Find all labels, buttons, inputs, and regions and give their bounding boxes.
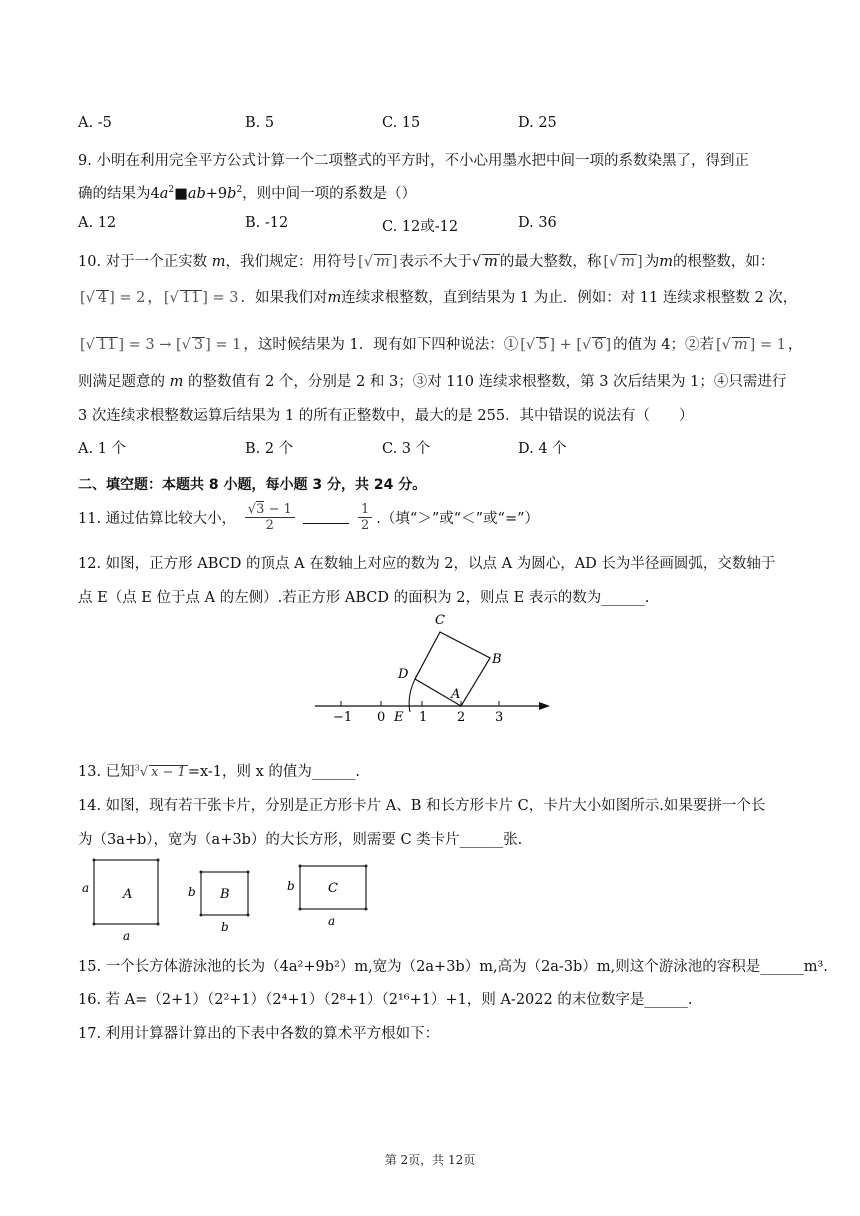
q10-text: 10. 对于一个正实数: [78, 254, 208, 270]
card-c-side: b: [287, 879, 295, 893]
q10-line3: [√ 11 ] = 3 → [√ 3 ] = 1 ，这时候结果为 1．现有如下四种说法：① [√ 5 ] + [√ 6 ] 的值为 4；②若 [√ m ] = 1 ，: [80, 337, 803, 353]
q10-line1: 10. 对于一个正实数 m，我们规定：用符号 [√ m ] 表示不大于√ m 的最大整数，称 [√ m ] 为m的根整数，如：: [78, 254, 775, 270]
q10-option-d: D. 4 个: [518, 441, 567, 457]
q10-text: 则满足题意的: [78, 374, 165, 390]
fraction-one-half: $\frac{1}{2}$: [358, 502, 372, 533]
q10-line4: 则满足题意的 m 的整数值有 2 个，分别是 2 和 3；③对 110 连续求根整数，第 3 次后结果为 1；④只需进行: [78, 374, 787, 390]
card-b-side: b: [221, 920, 229, 934]
q10-text: ，我们规定：用符号: [225, 254, 357, 270]
math-floor-eq1: [√ m ] = 1: [716, 337, 786, 353]
q9-option-a: A. 12: [78, 215, 117, 231]
q9-line1: 9. 小明在利用完全平方公式计算一个二项整式的平方时，不小心用墨水把中间一项的系数染黑了，得到正: [78, 153, 749, 169]
point-label-a: A: [451, 687, 461, 702]
q10-option-c: C. 3 个: [382, 441, 431, 457]
q13-line: [78, 760, 360, 781]
card-c-label: C: [328, 881, 338, 896]
q11-text: 11. 通过估算比较大小，: [78, 511, 237, 527]
q13-text: 13. 已知: [78, 764, 135, 780]
q8-option-c: C. 15: [382, 115, 421, 131]
floor-sqrt-m: [√ m ]: [603, 254, 643, 270]
floor-sqrt-m: [√ m ]: [358, 254, 398, 270]
card-a-side: a: [123, 929, 131, 943]
q11-line: [78, 502, 539, 542]
point-label-e: E: [394, 710, 404, 725]
q10-text: ．如果我们对: [240, 290, 328, 306]
q10-text: 的最大整数，称: [499, 254, 602, 270]
q10-option-a: A. 1 个: [78, 441, 127, 457]
q8-option-d: D. 25: [518, 115, 557, 131]
q9-option-b: B. -12: [245, 215, 289, 231]
q10-text: ，这时候结果为 1．现有如下四种说法：①: [243, 337, 519, 353]
q12-line2: 点 E（点 E 位于点 A 的左侧）.若正方形 ABCD 的面积为 2，则点 E 表示的数为______.: [78, 590, 650, 606]
q9-line2: [78, 182, 416, 203]
number-line-square-figure: [310, 608, 555, 730]
tick-label: 1: [419, 710, 428, 725]
q10-line2: [√ 4 ] = 2 ， [√ 11 ] = 3 ．如果我们对m连续求根整数，直到结果为 1 为止．例如：对 11 连续求根整数 2 次，: [80, 290, 798, 306]
fraction-sqrt3-minus1-over2: $\frac{√3 - 1}{2}$: [245, 502, 295, 533]
section-heading: 二、填空题：本题共 8 小题，每小题 3 分，共 24 分。: [78, 477, 427, 493]
q9-expression: $4a^2■ab+9b^2$: [150, 185, 243, 202]
q17-line: 17. 利用计算器计算出的下表中各数的算术平方根如下：: [78, 1026, 440, 1042]
card-a-side: a: [82, 881, 90, 895]
q9-text-end: ，则中间一项的系数是（）: [242, 186, 417, 202]
q10-text: 表示不大于: [399, 254, 472, 270]
card-b-label: B: [220, 887, 230, 902]
q8-option-a: A. -5: [78, 115, 112, 131]
q14-line2: 为（3a+b），宽为（a+3b）的大长方形，则需要 C 类卡片______张.: [78, 832, 523, 848]
cards-figure: [78, 852, 378, 944]
q10-text: 为: [644, 254, 660, 270]
q9-option-d: D. 36: [518, 215, 557, 231]
q11-text-end: .（填“＞”或“＜”或“=”）: [376, 511, 540, 527]
q14-line1: 14. 如图，现有若干张卡片，分别是正方形卡片 A、B 和长方形卡片 C，卡片大小如图所示.如果要拼一个长: [78, 798, 766, 814]
q11-answer-blank[interactable]: [303, 511, 349, 524]
cube-root-expression: $^3$√ x − 1: [134, 763, 186, 780]
card-a-label: A: [123, 887, 133, 902]
tick-label: 3: [495, 710, 504, 725]
q9-text: 确的结果为: [78, 186, 151, 202]
q10-line5: 3 次连续求根整数运算后结果为 1 的所有正整数中，最大的是 255．其中错误的说法有（ ）: [78, 408, 694, 424]
card-c-side: a: [328, 914, 336, 928]
tick-label: 0: [377, 710, 386, 725]
tick-label: −1: [333, 710, 353, 725]
card-b-side: b: [188, 885, 196, 899]
q16-line: 16. 若 A=（2+1）（2²+1）（2⁴+1）（2⁸+1）（2¹⁶+1）+1，则 A-2022 的末位数字是______.: [78, 992, 693, 1008]
page-footer: 第 2页，共 12页: [384, 1153, 476, 1167]
q10-text: 的根整数，如：: [672, 254, 775, 270]
q10-text: 连续求根整数，直到结果为 1 为止．例如：对 11 连续求根整数 2 次，: [341, 290, 798, 306]
point-label-d: D: [398, 667, 409, 682]
math-sum: [√ 5 ] + [√ 6 ]: [520, 337, 612, 353]
q12-line1: 12. 如图，正方形 ABCD 的顶点 A 在数轴上对应的数为 2，以点 A 为圆心，AD 长为半径画圆弧，交数轴于: [78, 556, 776, 572]
q10-option-b: B. 2 个: [245, 441, 294, 457]
q13-text-end: =x-1，则 x 的值为______.: [187, 764, 361, 780]
point-label-b: B: [492, 652, 502, 667]
tick-label: 2: [457, 710, 466, 725]
math-chain: [√ 11 ] = 3 → [√ 3 ] = 1: [80, 337, 242, 353]
math-floor-sqrt4: [√ 4 ] = 2: [80, 290, 146, 306]
point-label-c: C: [435, 613, 445, 628]
q9-option-c: C. 12或-12: [382, 219, 459, 235]
q10-text: 的值为 4；②若: [613, 337, 715, 353]
q10-text: 的整数值有 2 个，分别是 2 和 3；③对 110 连续求根整数，第 3 次后结果为 1；④只需进行: [187, 374, 787, 390]
math-floor-sqrt11: [√ 11 ] = 3: [163, 290, 239, 306]
q8-option-b: B. 5: [245, 115, 275, 131]
q10-text: ，: [147, 290, 162, 306]
q15-line: 15. 一个长方体游泳池的长为（4a²+9b²）m,宽为（2a+3b）m,高为（2a-3b）m,则这个游泳池的容积是______m³.: [78, 959, 828, 975]
